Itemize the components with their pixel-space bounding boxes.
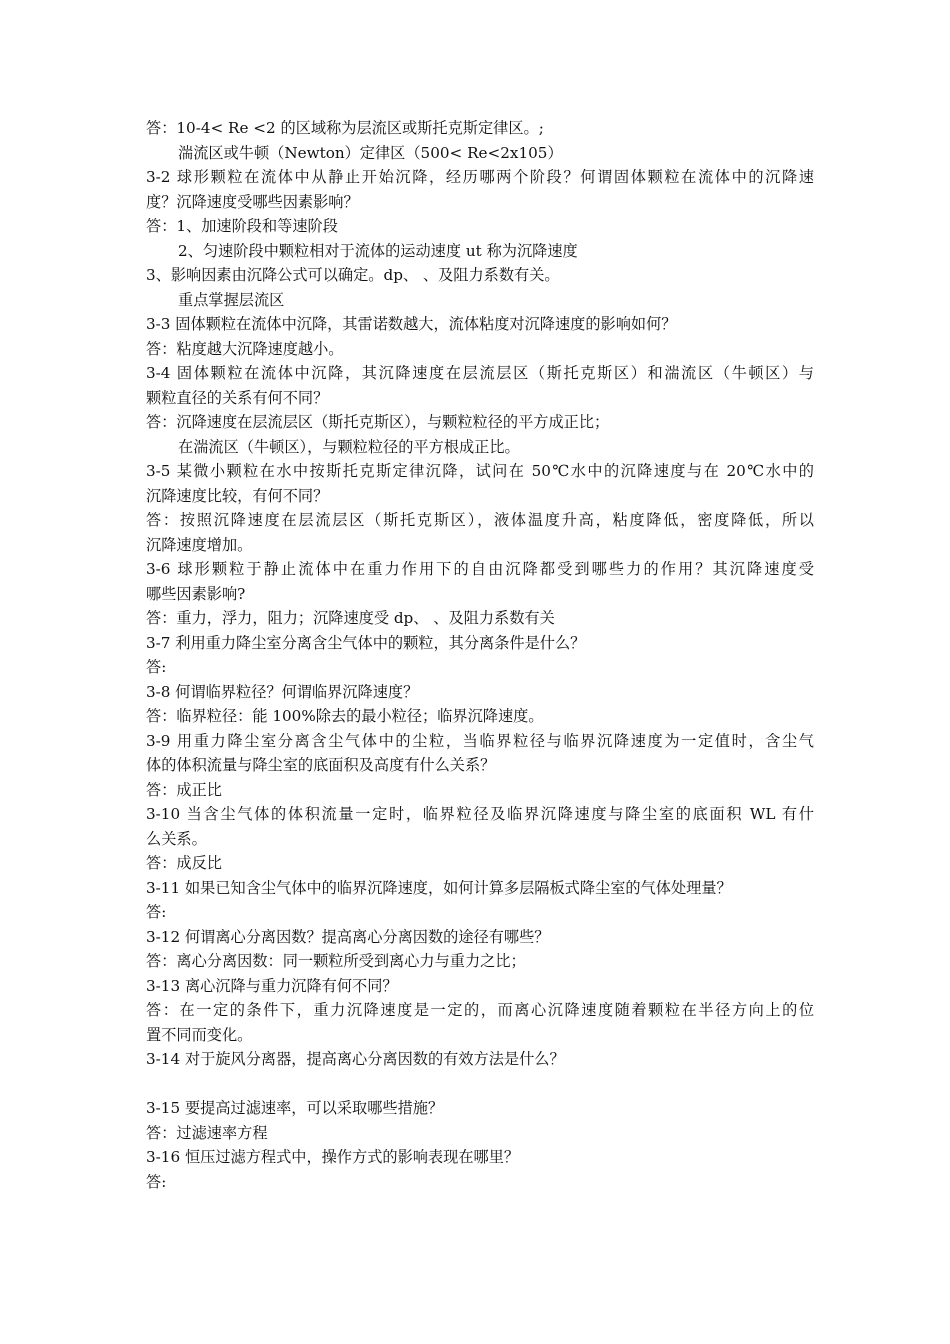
text-line: 答：重力，浮力，阻力；沉降速度受 dp、 、及阻力系数有关 [146, 609, 555, 627]
text-line: 沉降速度增加。 [146, 535, 253, 554]
text-line: 3-2 球形颗粒在流体中从静止开始沉降，经历哪两个阶段？何谓固体颗粒在流体中的沉降速 [146, 168, 814, 186]
text-line: 3-13 离心沉降与重力沉降有何不同？ [146, 976, 398, 995]
text-line: 答：过滤速率方程 [146, 1123, 268, 1142]
text-line: 3-16 恒压过滤方程式中，操作方式的影响表现在哪里？ [146, 1148, 520, 1166]
text-line: 在湍流区（牛顿区），与颗粒粒径的平方根成正比。 [178, 437, 520, 456]
text-line: 答: [146, 1172, 167, 1191]
text-line: 置不同而变化。 [146, 1025, 253, 1044]
text-line: 3-11 如果已知含尘气体中的临界沉降速度，如何计算多层隔板式降尘室的气体处理量？ [146, 878, 732, 897]
text-line: 湍流区或牛顿（Newton）定律区（500< Re<2x105） [178, 143, 563, 162]
text-line: 沉降速度比较，有何不同？ [146, 486, 329, 505]
text-line: 3-12 何谓离心分离因数？提高离心分离因数的途径有哪些？ [146, 927, 550, 946]
text-line: 答：临界粒径：能 100%除去的最小粒径；临界沉降速度。 [146, 707, 544, 725]
text-line: 3-8 何谓临界粒径？何谓临界沉降速度？ [146, 682, 419, 701]
text-line: 3-7 利用重力降尘室分离含尘气体中的颗粒，其分离条件是什么？ [146, 633, 586, 652]
text-line: 2、匀速阶段中颗粒相对于流体的运动速度 ut 称为沉降速度 [178, 241, 578, 260]
text-line: 3-15 要提高过滤速率，可以采取哪些措施？ [146, 1099, 444, 1117]
text-line: 答：1、加速阶段和等速阶段 [146, 217, 338, 235]
text-line: 答：成正比 [146, 780, 222, 799]
text-line: 答: [146, 903, 167, 921]
text-line: 颗粒直径的关系有何不同？ [146, 388, 329, 407]
text-line: 度？沉降速度受哪些因素影响？ [146, 192, 359, 211]
text-line: 3-14 对于旋风分离器，提高离心分离因数的有效方法是什么？ [146, 1050, 565, 1068]
text-line: 3-10 当含尘气体的体积流量一定时，临界粒径及临界沉降速度与降尘室的底面积 WL 有什 [146, 805, 814, 823]
text-line: 3-3 固体颗粒在流体中沉降，其雷诺数越大，流体粘度对沉降速度的影响如何？ [146, 315, 677, 333]
text-line: 答：成反比 [146, 854, 222, 872]
text-line: 答：粘度越大沉降速度越小。 [146, 339, 344, 358]
text-line: 重点掌握层流区 [178, 290, 285, 309]
text-line: 答：沉降速度在层流层区（斯托克斯区），与颗粒粒径的平方成正比； [146, 413, 610, 431]
text-line: 3-6 球形颗粒于静止流体中在重力作用下的自由沉降都受到哪些力的作用？其沉降速度受 [146, 560, 814, 578]
text-line: 哪些因素影响? [146, 584, 246, 603]
text-line: 答：在一定的条件下，重力沉降速度是一定的，而离心沉降速度随着颗粒在半径方向上的位 [146, 1001, 814, 1019]
text-line: 答：离心分离因数：同一颗粒所受到离心力与重力之比； [146, 952, 526, 970]
text-line: 答：10-4< Re <2 的区域称为层流区或斯托克斯定律区。; [146, 119, 544, 137]
text-line: 答: [146, 658, 167, 676]
text-line: 3-5 某微小颗粒在水中按斯托克斯定律沉降，试问在 50℃水中的沉降速度与在 20℃水中的 [146, 462, 814, 480]
blank-line [146, 1072, 814, 1097]
text-line: 么关系。 [146, 829, 207, 848]
text-line: 3、影响因素由沉降公式可以确定。dp、 、及阻力系数有关。 [146, 266, 560, 284]
text-line: 3-9 用重力降尘室分离含尘气体中的尘粒，当临界粒径与临界沉降速度为一定值时，含尘气 [146, 731, 814, 750]
text-line: 体的体积流量与降尘室的底面积及高度有什么关系？ [146, 756, 496, 774]
document-page [146, 116, 814, 1194]
text-line: 答：按照沉降速度在层流层区（斯托克斯区），液体温度升高，粘度降低，密度降低，所以 [146, 511, 814, 529]
text-line: 3-4 固体颗粒在流体中沉降，其沉降速度在层流层区（斯托克斯区）和湍流区（牛顿区）与 [146, 364, 814, 382]
